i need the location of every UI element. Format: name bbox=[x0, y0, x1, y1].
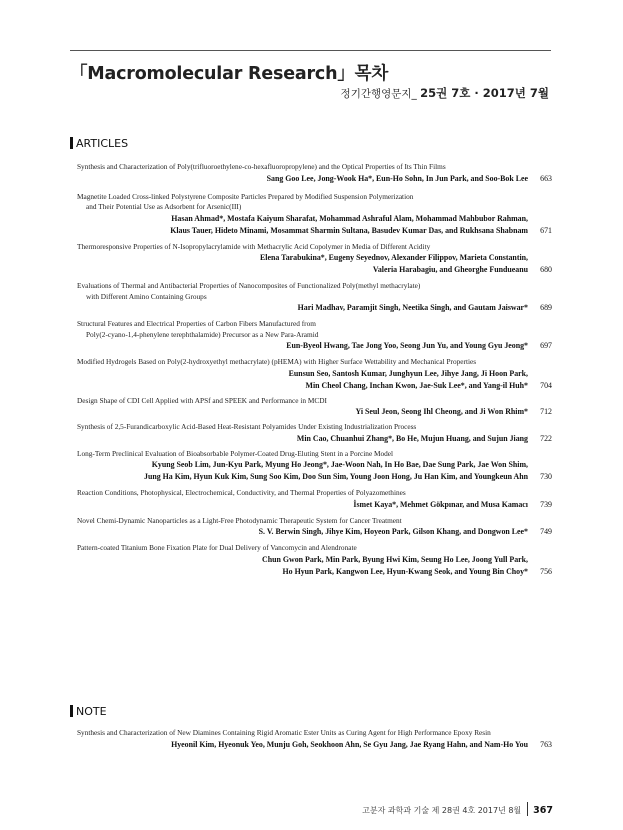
entry-authors: Hasan Ahmad*, Mostafa Kaiyum Sharafat, Mohammad Ashraful Alam, Mohammad Mahbubor Rahman, bbox=[171, 213, 528, 223]
entry-authors: Hari Madhav, Paramjit Singh, Neetika Singh, and Gautam Jaiswar* bbox=[297, 303, 528, 312]
entry-title: Modified Hydrogels Based on Poly(2-hydroxyethyl methacrylate) (pHEMA) with Higher Surface Wettability and Mechanical Properties bbox=[77, 357, 477, 366]
entry-page-number: 722 bbox=[540, 433, 552, 443]
toc-entry[interactable] bbox=[77, 488, 552, 511]
section-bar-icon bbox=[70, 137, 73, 149]
entry-page-number: 680 bbox=[540, 265, 552, 274]
entry-authors: Elena Tarabukina*, Eugeny Seyednov, Alexander Filippov, Marieta Constantin, bbox=[260, 253, 528, 262]
page-footer bbox=[362, 802, 553, 816]
entry-title: Poly(2-cyano-1,4-phenylene terephthalamide) Precursor as a New Para-Aramid bbox=[86, 329, 319, 339]
entry-page-number: 704 bbox=[540, 380, 552, 390]
footer-page-number: 367 bbox=[533, 805, 553, 816]
articles-heading: ARTICLES bbox=[70, 137, 128, 150]
page-title: 「Macromolecular Research」목차 bbox=[70, 64, 389, 84]
entry-authors: S. V. Berwin Singh, Jihye Kim, Hoyeon Park, Gilson Khang, and Dongwon Lee* bbox=[258, 527, 528, 536]
toc-entry[interactable] bbox=[77, 543, 552, 578]
entry-title: Structural Features and Electrical Properties of Carbon Fibers Manufactured from bbox=[77, 319, 316, 328]
toc-entry[interactable] bbox=[77, 516, 552, 539]
entry-authors: Min Cheol Chang, Inchan Kwon, Jae-Suk Lee*, and Yang-il Huh* bbox=[305, 380, 528, 390]
entry-title: Reaction Conditions, Photophysical, Electrochemical, Conductivity, and Thermal Properties of Polyazomethines bbox=[77, 488, 406, 497]
toc-entry[interactable] bbox=[77, 319, 552, 352]
entry-title: Design Shape of CDI Cell Applied with APSf and SPEEK and Performance in MCDI bbox=[77, 395, 327, 405]
entry-authors: Chun Gwon Park, Min Park, Byung Hwi Kim, Seung Ho Lee, Joong Yull Park, bbox=[262, 554, 528, 564]
toc-entry[interactable] bbox=[77, 728, 552, 751]
entry-title: Synthesis and Characterization of New Diamines Containing Rigid Aromatic Ester Units as Curing Agent for High Performance Epoxy Resin bbox=[77, 728, 491, 737]
entry-authors: Eunsun Seo, Santosh Kumar, Junghyun Lee, Jihye Jang, Ji Hoon Park, bbox=[288, 368, 528, 378]
entry-authors: Yi Seul Jeon, Seong Ihl Cheong, and Ji Won Rhim* bbox=[355, 407, 528, 416]
issue-prefix: 정기간행영문지_ bbox=[340, 88, 417, 100]
entry-authors: Hyeonil Kim, Hyeonuk Yeo, Munju Goh, Seokhoon Ahn, Se Gyu Jang, Jae Ryang Hahn, and Nam-Ho You bbox=[171, 739, 528, 749]
entry-title: Pattern-coated Titanium Bone Fixation Plate for Dual Delivery of Vancomycin and Alendronate bbox=[77, 543, 357, 552]
entry-title: and Their Potential Use as Adsorbent for Arsenic(III) bbox=[86, 202, 242, 211]
entry-title: Thermoresponsive Properties of N-Isopropylacrylamide with Methacrylic Acid Copolymer in Media of Different Acidity bbox=[77, 241, 431, 251]
entry-title: Synthesis of 2,5-Furandicarboxylic Acid-Based Heat-Resistant Polyamides Under Existing Industrialization Process bbox=[77, 422, 417, 431]
entry-authors: Jung Ha Kim, Hyun Kuk Kim, Sung Soo Kim, Doo Sun Sim, Young Joon Hong, Ju Han Kim, and Youngkeun Ahn bbox=[144, 472, 528, 481]
top-rule bbox=[70, 50, 551, 51]
entry-authors: Valeria Harabagiu, and Gheorghe Fundueanu bbox=[372, 265, 528, 274]
note-list bbox=[77, 728, 552, 751]
issue-number: 25권 7호 · 2017년 7월 bbox=[420, 86, 549, 100]
entry-title: Synthesis and Characterization of Poly(trifluoroethylene-co-hexafluoropropylene) and the Optical Properties of Its Thin Films bbox=[77, 162, 446, 171]
toc-entry[interactable] bbox=[77, 396, 552, 419]
entry-page-number: 763 bbox=[540, 739, 552, 749]
entry-page-number: 671 bbox=[540, 225, 552, 235]
entry-title: Long-Term Preclinical Evaluation of Bioabsorbable Polymer-Coated Drug-Eluting Stent in a Porcine Model bbox=[77, 448, 394, 458]
entry-page-number: 689 bbox=[540, 303, 552, 312]
entry-page-number: 712 bbox=[540, 407, 552, 416]
entry-authors: Eun-Byeol Hwang, Tae Jong Yoo, Seong Jun Yu, and Young Gyu Jeong* bbox=[286, 341, 528, 350]
entry-authors: Klaus Tauer, Hideto Minami, Mosammat Sharmin Sultana, Basudev Kumar Das, and Rukhsana Shabnam bbox=[170, 225, 528, 235]
entry-title: with Different Amino Containing Groups bbox=[86, 291, 207, 301]
toc-entry[interactable] bbox=[77, 449, 552, 484]
entry-page-number: 663 bbox=[540, 173, 552, 183]
toc-entry[interactable] bbox=[77, 192, 552, 237]
footer-divider bbox=[527, 802, 528, 816]
entry-page-number: 730 bbox=[540, 472, 552, 481]
entry-page-number: 739 bbox=[540, 499, 552, 509]
entry-authors: Kyung Seob Lim, Jun-Kyu Park, Myung Ho Jeong*, Jae-Woon Nah, In Ho Bae, Dae Sung Park, Jae Won Shim, bbox=[151, 460, 528, 469]
entry-authors: İsmet Kaya*, Mehmet Gökpınar, and Musa Kamacı bbox=[353, 499, 528, 509]
toc-entry[interactable] bbox=[77, 357, 552, 392]
note-heading: NOTE bbox=[70, 705, 107, 718]
toc-entry[interactable] bbox=[77, 242, 552, 277]
entry-page-number: 756 bbox=[540, 566, 552, 576]
articles-list bbox=[77, 162, 552, 578]
entry-title: Magnetite Loaded Cross-linked Polystyrene Composite Particles Prepared by Modified Suspension Polymerization bbox=[77, 191, 414, 201]
entry-authors: Ho Hyun Park, Kangwon Lee, Hyun-Kwang Seok, and Young Bin Choy* bbox=[282, 566, 528, 576]
issue-info bbox=[341, 85, 549, 101]
toc-entry[interactable] bbox=[77, 422, 552, 445]
entry-title: Evaluations of Thermal and Antibacterial Properties of Nanocomposites of Functionalized Poly(methyl methacrylate) bbox=[77, 281, 421, 290]
footer-journal: 고분자 과학과 기술 제 28권 4호 2017년 8월 bbox=[362, 806, 522, 815]
entry-authors: Sang Goo Lee, Jong-Wook Ha*, Eun-Ho Sohn, In Jun Park, and Soo-Bok Lee bbox=[266, 173, 528, 183]
entry-page-number: 697 bbox=[540, 341, 552, 350]
entry-page-number: 749 bbox=[540, 527, 552, 536]
entry-title: Novel Chemi-Dynamic Nanoparticles as a Light-Free Photodynamic Therapeutic System for Cancer Treatment bbox=[77, 515, 402, 525]
section-bar-icon bbox=[70, 705, 73, 717]
entry-authors: Min Cao, Chuanhui Zhang*, Bo He, Mujun Huang, and Sujun Jiang bbox=[296, 433, 528, 443]
toc-entry[interactable] bbox=[77, 281, 552, 314]
toc-entry[interactable] bbox=[77, 162, 552, 185]
